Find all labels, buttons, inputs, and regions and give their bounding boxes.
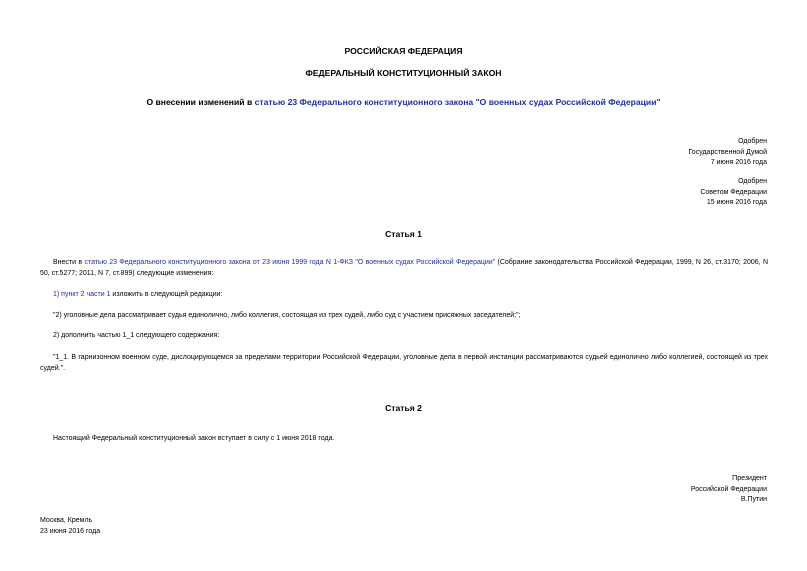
signature-position: Президент [732, 475, 767, 482]
approval-label: Одобрен [738, 178, 767, 185]
item-2-text: "1_1. В гарнизонном военном суде, дислоцирующемся за пределами территории Российской Федерации, уголовные дела в первой инстанции рассматриваются судьей единолично либо коллегией, состоящей из трех судей.". [40, 354, 768, 372]
footer-place: Москва, Кремль [40, 517, 93, 524]
footer-block [40, 516, 100, 537]
item-1 [53, 290, 223, 301]
item-1-point-link[interactable]: 1) пункт 2 [53, 291, 85, 298]
footer-date: 23 июня 2016 года [40, 527, 101, 535]
law-title [0, 97, 807, 107]
approval-date: 15 июня 2016 года [706, 199, 767, 206]
article-2-heading: Статья 2 [385, 403, 422, 413]
approval-label: Одобрен [738, 138, 767, 145]
intro-prefix: Внести в [53, 259, 85, 266]
intro-law-link[interactable]: статью 23 Федерального конституционного закона от 23 июня 1999 года N 1-ФКЗ "О военных судах Российской Федерации" [84, 259, 496, 266]
item-1-text: "2) уголовные дела рассматривает судья единолично, либо коллегия, состоящая из трех судей, либо суд с участием присяжных заседателей;"; [53, 312, 521, 319]
intro-suffix: (Собрание законодательства Российской Федерации, 1999, N 26, ст.3170; 2006, N 50, ст.5277; 2011, N 7, ст.899) следующие изменения: [40, 259, 768, 277]
approval-date: 7 июня 2016 года [710, 159, 767, 166]
law-title-prefix: О внесении изменений в [146, 97, 255, 107]
country-heading: РОССИЙСКАЯ ФЕДЕРАЦИЯ [344, 46, 463, 56]
approval-body: Государственной Думой [688, 148, 767, 156]
signature-block [691, 474, 767, 506]
article-1-heading: Статья 1 [385, 229, 422, 239]
item-2: 2) дополнить частью 1_1 следующего содержания: [53, 332, 220, 339]
approval-body: Советом Федерации [700, 188, 767, 196]
article-2-text: Настоящий Федеральный конституционный закон вступает в силу с 1 июня 2018 года. [53, 435, 335, 442]
signature-country: Российской Федерации [690, 485, 767, 493]
item-1-part-link[interactable]: части 1 [86, 291, 111, 298]
signature-name: В.Путин [740, 496, 767, 503]
item-1-suffix: изложить в следующей редакции: [110, 291, 223, 298]
article-1-intro [40, 258, 768, 279]
law-title-link[interactable]: статью 23 Федерального конституционного закона "О военных судах Российской Федерации" [254, 97, 661, 107]
law-type-heading: ФЕДЕРАЛЬНЫЙ КОНСТИТУЦИОННЫЙ ЗАКОН [305, 68, 502, 78]
duma-approval [688, 137, 767, 169]
council-approval [700, 177, 767, 209]
